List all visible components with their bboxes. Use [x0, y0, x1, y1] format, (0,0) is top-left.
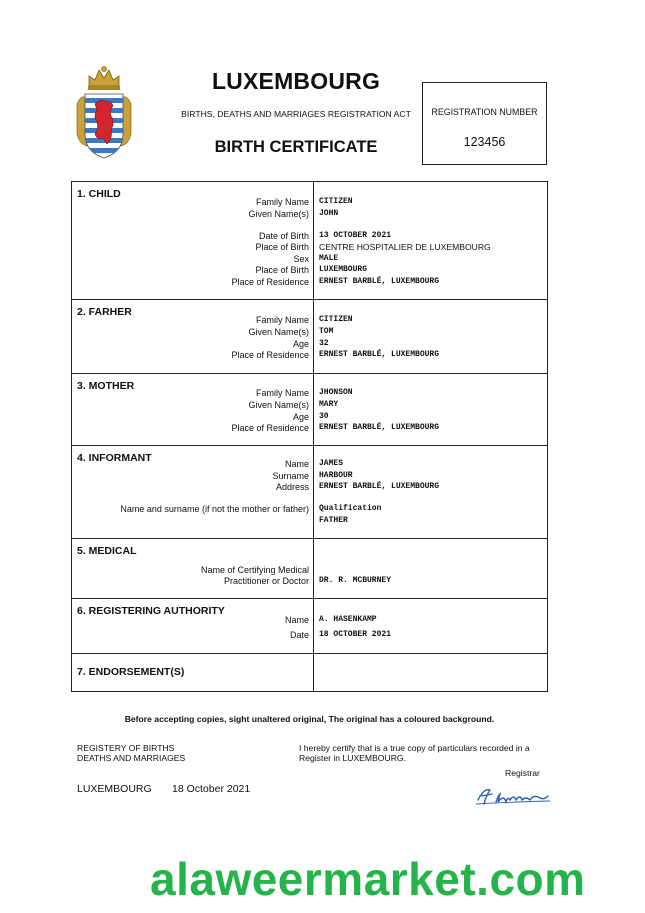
authority-name: A. HASENKAMP — [319, 615, 377, 624]
registrar-signature — [470, 782, 555, 808]
child-residence: ERNEST BARBLÉ, LUXEMBOURG — [319, 277, 440, 286]
child-date-of-birth: 13 OCTOBER 2021 — [319, 231, 392, 240]
field-label: Place of Residence — [231, 423, 309, 433]
footer-date: 18 October 2021 — [172, 783, 251, 795]
father-given-names: TOM — [319, 327, 334, 336]
registration-act: BIRTHS, DEATHS AND MARRIAGES REGISTRATION ACT — [181, 109, 411, 119]
certificate-table — [71, 181, 548, 692]
field-label: Date of Birth — [258, 231, 309, 241]
informant-address: ERNEST BARBLÉ, LUXEMBOURG — [319, 482, 440, 491]
child-given-names: JOHN — [319, 209, 339, 218]
father-residence: ERNEST BARBLÉ, LUXEMBOURG — [319, 350, 440, 359]
registry-line-1: REGISTERY OF BIRTHS — [77, 743, 175, 753]
father-age: 32 — [319, 339, 329, 348]
medical-doctor: DR. R. MCBURNEY — [319, 576, 392, 585]
watermark-text: alaweermarket.com — [150, 853, 586, 905]
section-title: 5. MEDICAL — [77, 545, 137, 557]
section-title: 4. INFORMANT — [77, 452, 152, 464]
luxembourg-coat-of-arms-icon — [75, 64, 133, 160]
section-informant — [72, 446, 547, 539]
registration-number-value: 123456 — [463, 135, 506, 149]
section-father — [72, 300, 547, 374]
field-label: Practitioner or Doctor — [223, 576, 309, 586]
field-label: Name of Certifying Medical — [200, 565, 309, 575]
field-label: Given Name(s) — [248, 209, 309, 219]
field-label: Family Name — [255, 388, 309, 398]
informant-name: JAMES — [319, 459, 344, 468]
father-family-name: CITIZEN — [319, 315, 353, 324]
certify-line-1: I hereby certify that is a true copy of particulars recorded in a — [299, 743, 530, 753]
field-label: Name — [284, 459, 309, 469]
field-label: Address — [275, 482, 309, 492]
field-label: Given Name(s) — [248, 400, 309, 410]
field-label: Surname — [272, 471, 309, 481]
document-title: BIRTH CERTIFICATE — [214, 138, 378, 156]
child-place-of-birth: CENTRE HOSPITALIER DE LUXEMBOURG — [319, 242, 491, 252]
country-title: LUXEMBOURG — [211, 68, 381, 94]
field-label: Name and surname (if not the mother or father) — [120, 504, 309, 514]
child-sex: MALE — [319, 254, 339, 263]
section-title: 2. FARHER — [77, 306, 132, 318]
informant-qualification: FATHER — [319, 516, 348, 525]
mother-given-names: MARY — [319, 400, 339, 409]
section-mother — [72, 374, 547, 446]
authority-date: 18 OCTOBER 2021 — [319, 630, 392, 639]
child-place-of-birth-2: LUXEMBOURG — [319, 265, 368, 274]
field-label: Place of Birth — [255, 265, 309, 275]
field-label: Family Name — [255, 197, 309, 207]
field-label: Given Name(s) — [248, 327, 309, 337]
section-title: 1. CHILD — [77, 188, 121, 200]
mother-family-name: JHONSON — [319, 388, 353, 397]
field-label: Family Name — [255, 315, 309, 325]
field-label: Name — [284, 615, 309, 625]
field-label: Sex — [293, 254, 309, 264]
section-title: 6. REGISTERING AUTHORITY — [77, 605, 225, 617]
footer-place: LUXEMBOURG — [77, 783, 152, 795]
mother-age: 30 — [319, 412, 329, 421]
field-label: Age — [292, 412, 309, 422]
field-label: Place of Birth — [255, 242, 309, 252]
registry-line-2: DEATHS AND MARRIAGES — [77, 753, 186, 763]
informant-surname: HARBOUR — [319, 471, 353, 480]
registration-number-box — [422, 82, 547, 165]
section-medical — [72, 539, 547, 599]
mother-residence: ERNEST BARBLÉ, LUXEMBOURG — [319, 423, 440, 432]
registration-number-label: REGISTRATION NUMBER — [431, 107, 538, 117]
field-label: Place of Residence — [231, 350, 309, 360]
copy-note: Before accepting copies, sight unaltered original, The original has a coloured background. — [124, 714, 495, 724]
section-title: 3. MOTHER — [77, 380, 135, 392]
section-title: 7. ENDORSEMENT(S) — [77, 666, 185, 678]
field-label: Place of Residence — [231, 277, 309, 287]
section-child — [72, 182, 547, 300]
section-registering-authority — [72, 599, 547, 654]
registrar-label: Registrar — [505, 768, 540, 778]
child-family-name: CITIZEN — [319, 197, 353, 206]
field-label: Date — [289, 630, 309, 640]
qualification-label: Qualification — [319, 504, 382, 513]
section-endorsements — [72, 654, 547, 692]
field-label: Age — [292, 339, 309, 349]
certify-line-2: Register in LUXEMBOURG. — [299, 753, 406, 763]
